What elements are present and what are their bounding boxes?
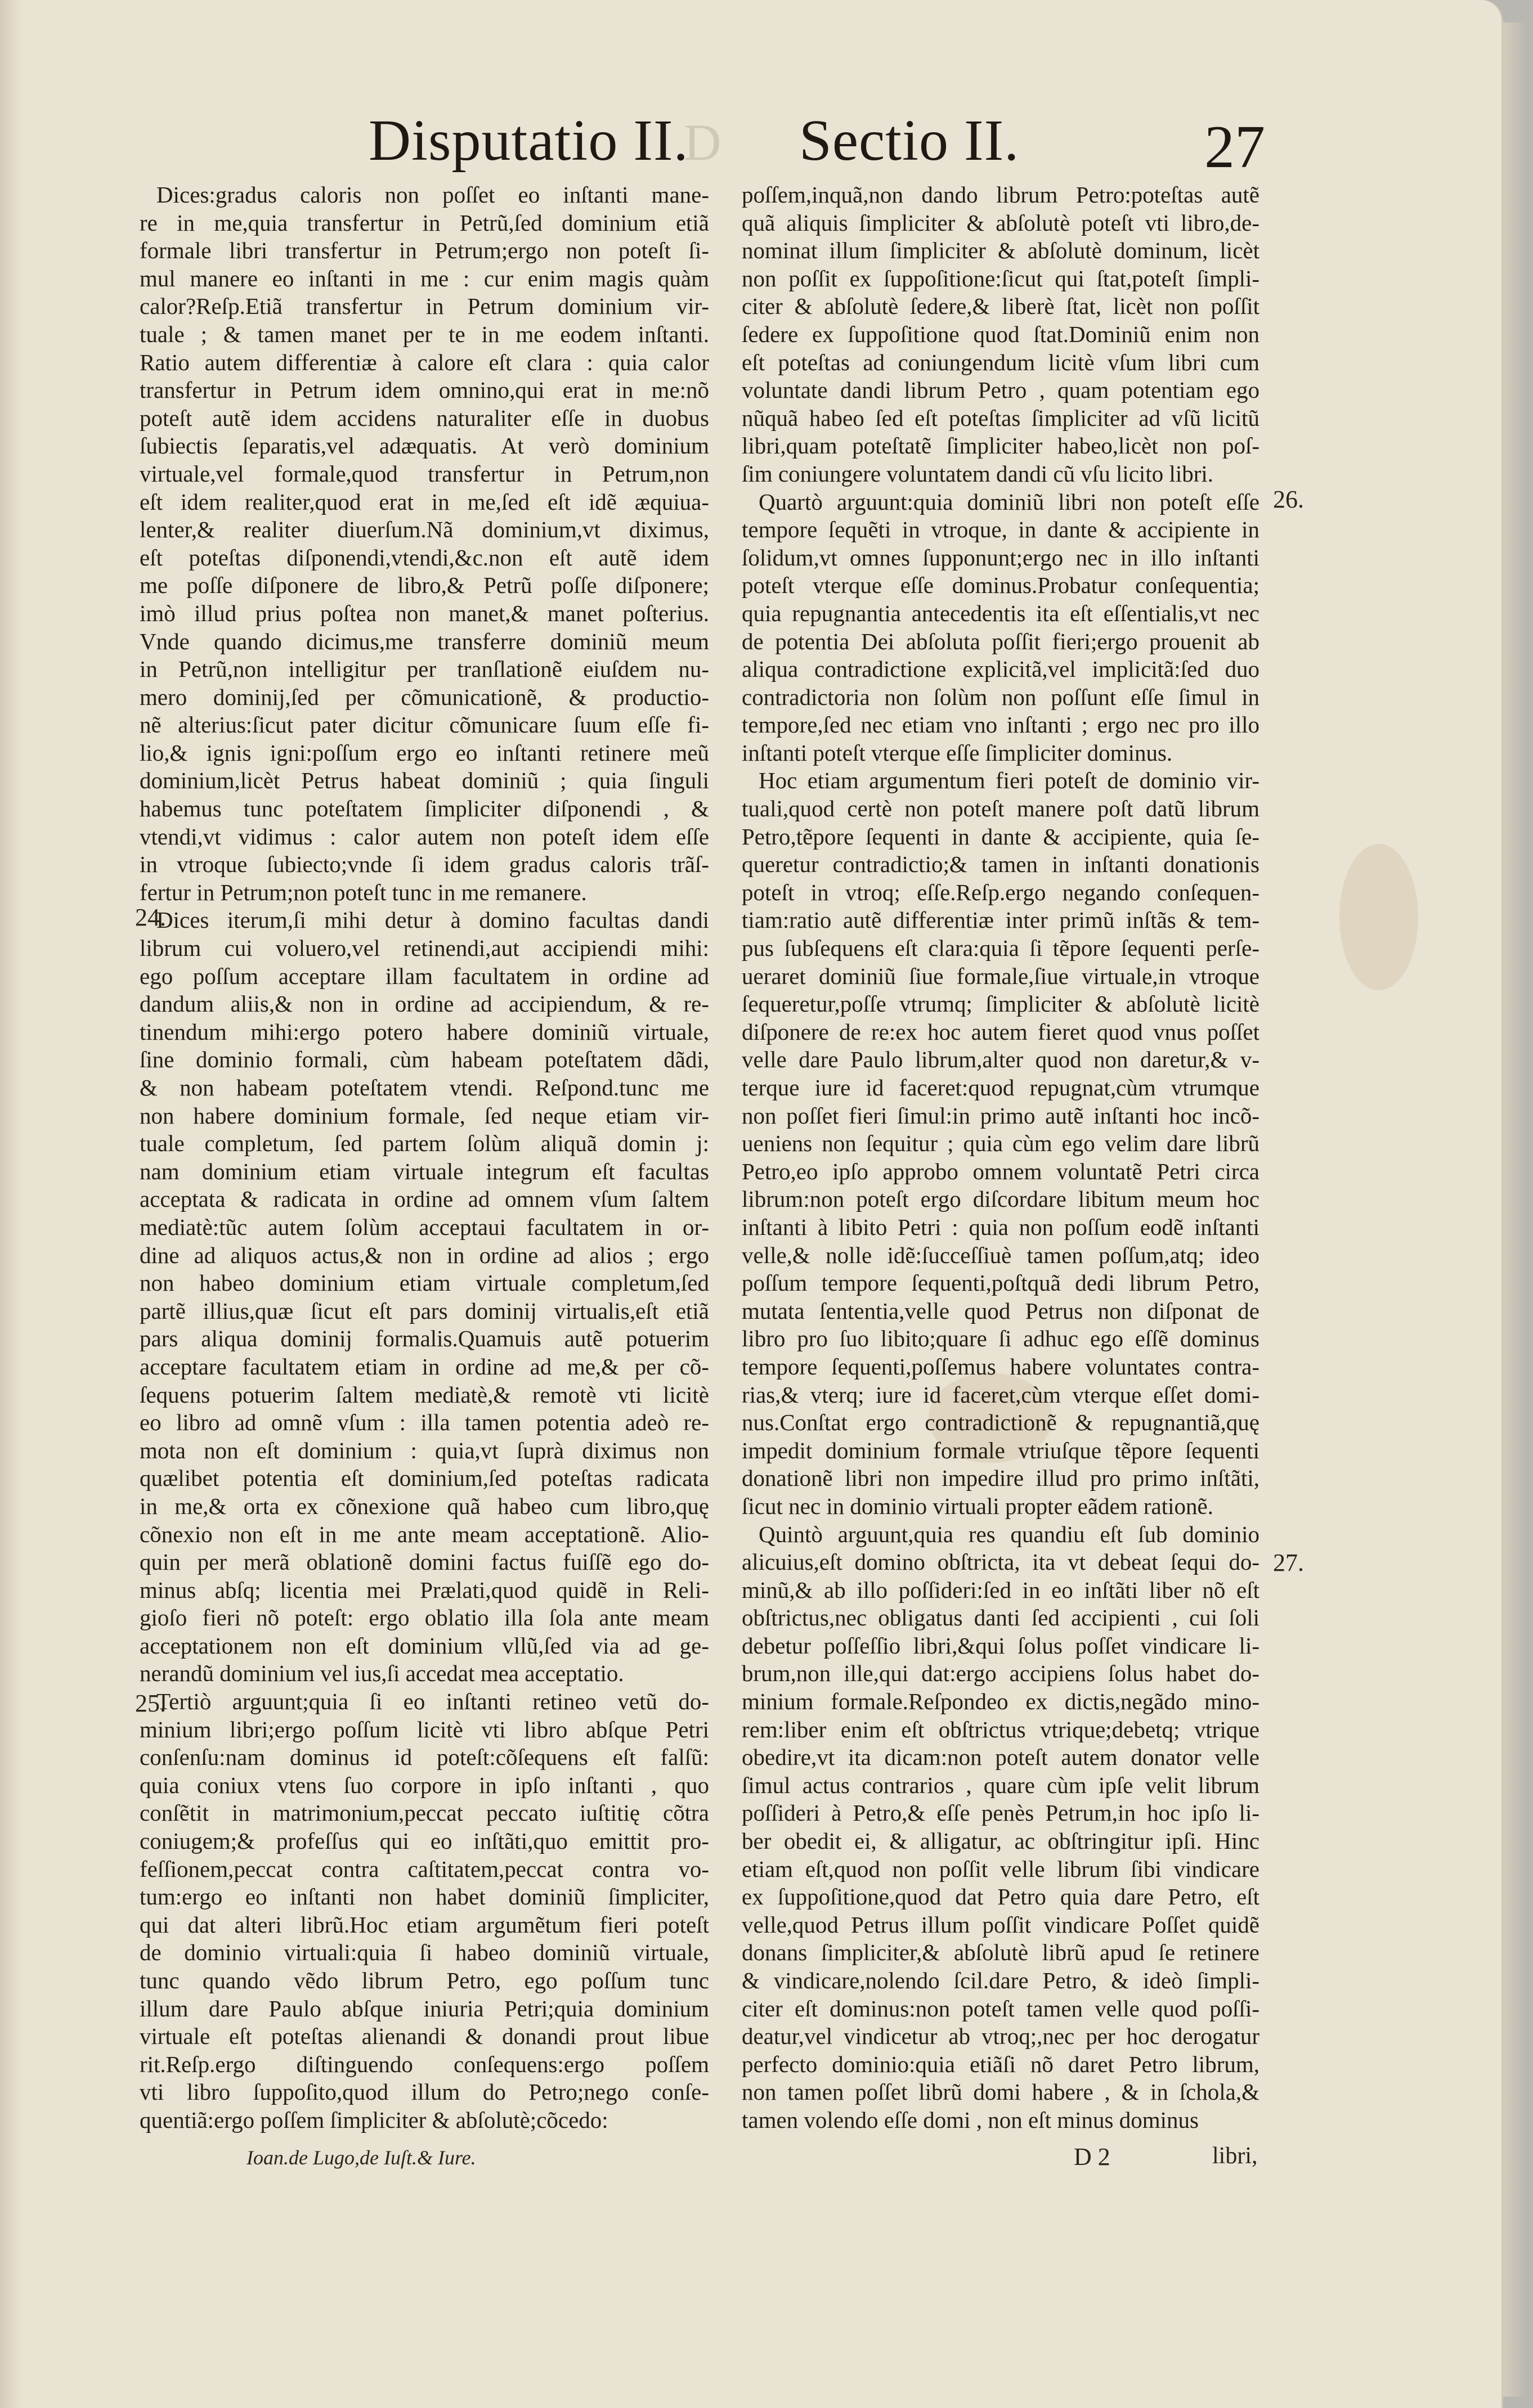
text-line: tinendum mihi:ergo potero habere dominiũ virtuale, [140, 1018, 709, 1045]
text-line: Vnde quando dicimus,me transferre dominiũ meum [140, 628, 709, 654]
text-line: partẽ illius,quæ ſicut eſt pars dominij virtualis,eſt etiã [140, 1297, 709, 1324]
text-line: & non habeam poteſtatem vtendi. Reſpond.tunc me [140, 1075, 709, 1100]
text-line: tuale ; & tamen manet per te in me eodem inſtanti. [140, 321, 709, 347]
text-line: eo libro ad omnẽ vſum : illa tamen potentia adeò re- [140, 1409, 709, 1436]
text-line: non poſſit ex ſuppoſitione:ſicut qui ſtat,poteſt ſimpli- [742, 265, 1259, 291]
text-line: ſedere ex ſuppoſitione quod ſtat.Dominiũ enim non [742, 321, 1259, 347]
text-line: vti libro ſuppoſito,quod illum do Petro;nego conſe- [140, 2079, 709, 2105]
text-line: queretur contradictio;& tamen in inſtanti donationis [742, 851, 1259, 878]
text-line: minũ,& ab illo poſſideri:ſed in eo inſtãti liber nõ eſt [742, 1576, 1259, 1603]
text-line: tamen volendo eſſe domi , non eſt minus dominus [742, 2106, 1199, 2133]
text-line: virtuale eſt poteſtas alienandi & donandi prout libue [140, 2023, 709, 2050]
text-line: rit.Reſp.ergo diſtinguendo conſequens:ergo poſſem [140, 2051, 709, 2077]
text-line: tempore ſequẽti in vtroque, in dante & accipiente in [742, 516, 1259, 543]
text-line: calor?Reſp.Etiã transfertur in Petrum dominium vir- [140, 293, 709, 320]
text-line: Petro,eo ipſo approbo omnem voluntatẽ Petri circa [742, 1158, 1259, 1184]
text-line: nerandũ dominium vel ius,ſi accedat mea acceptatio. [140, 1660, 624, 1687]
text-line: inſtanti à libito Petri : quia non poſſum eodẽ inſtanti [742, 1214, 1259, 1240]
text-line: coniugem;& profeſſus qui eo inſtãti,quo emittit pro- [140, 1828, 709, 1854]
text-line: rem:liber enim eſt obſtrictus vtrique;debetq; vtrique [742, 1716, 1259, 1742]
text-line: in me,& orta ex cõnexione quã habeo cum libro,quę [140, 1493, 709, 1519]
text-line: nominat illum ſimpliciter & abſolutè dominum, licèt [742, 237, 1259, 264]
text-line: librum cui voluero,vel retinendi,aut accipiendi mihi: [140, 935, 709, 962]
text-line: ſequeretur,poſſe vtrumq; ſimpliciter & abſolutè licitè [742, 991, 1259, 1017]
text-line: librum:non poteſt ergo diſcordare libitum meum hoc [742, 1186, 1259, 1212]
text-line: poſſideri à Petro,& eſſe penès Petrum,in hoc ipſo li- [742, 1800, 1259, 1826]
text-line: eſt idem realiter,quod erat in me,ſed eſt idẽ æquiua- [140, 488, 709, 515]
text-line: nam dominium etiam virtuale integrum eſt facultas [140, 1158, 709, 1184]
text-line: perfecto dominio:quia etiãſi nõ daret Petro librum, [742, 2051, 1259, 2077]
text-line: alicuius,eſt domino obſtricta, ita vt debeat ſequi do- [742, 1549, 1259, 1575]
text-line: pars aliqua dominij formalis.Quamuis autẽ potuerim [140, 1326, 709, 1352]
text-line: tiam:ratio autẽ differentiæ inter primũ inſtãs & tem- [742, 907, 1259, 933]
text-line: Quintò arguunt,quia res quandiu eſt ſub dominio [759, 1521, 1259, 1547]
text-line: debetur poſſeſſio libri,&qui ſolus poſſet vindicare li- [742, 1632, 1259, 1659]
text-line: libro pro ſuo libito;quare ſi adhuc ego eſſẽ dominus [742, 1326, 1259, 1352]
signature-mark: D 2 [1074, 2143, 1110, 2171]
text-line: poſſem,inquã,non dando librum Petro:poteſtas autẽ [742, 182, 1259, 208]
text-line: fertur in Petrum;non poteſt tunc in me remanere. [140, 879, 587, 905]
text-line: donationẽ libri non impedire illud pro primo inſtãti, [742, 1465, 1259, 1491]
text-line: libri,quam poteſtatẽ ſimpliciter habeo,licèt non poſ- [742, 433, 1259, 459]
text-line: aliqua contradictione explicitã,vel implicitã:ſed duo [742, 656, 1259, 682]
margin-number-25: 25. [135, 1690, 166, 1717]
text-line: velle,& nolle idẽ:ſucceſſiuè tamen poſſum,atq; ideo [742, 1242, 1259, 1268]
text-line: ſimul actus contrarios , quare cùm ipſe velit librum [742, 1772, 1259, 1798]
text-line: qui dat alteri librũ.Hoc etiam argumẽtum fieri poteſt [140, 1911, 709, 1938]
text-line: ber obedit ei, & alligatur, ac obſtringitur ipſi. Hinc [742, 1828, 1259, 1854]
text-line: ſicut nec in dominio virtuali propter eãdem rationẽ. [742, 1493, 1213, 1519]
text-line: acceptare facultatem etiam in ordine ad me,& per cõ- [140, 1353, 709, 1380]
text-line: minium libri;ergo poſſum licitè vti libro abſque Petri [140, 1716, 709, 1742]
text-line: rias,& vterq; iure id faceret,cùm vterque eſſet domi- [742, 1381, 1259, 1408]
text-line: contradictoria non ſolùm non poſſunt eſſe ſimul in [742, 684, 1259, 710]
text-line: obedire,vt ita dicam:non poteſt autem donator velle [742, 1744, 1259, 1771]
text-line: in Petrũ,non intelligitur per tranſlationẽ eiuſdem nu- [140, 656, 709, 682]
text-line: mota non eſt dominium : quia,vt ſuprà diximus non [140, 1437, 709, 1463]
gutter-shadow [0, 0, 23, 2408]
right-text-column [742, 181, 1259, 2135]
text-line: feſſionem,peccat contra caſtitatem,peccat contra vo- [140, 1856, 709, 1882]
text-line: lenter,& realiter diuerſum.Nã dominium,vt diximus, [140, 516, 709, 543]
text-line: terque iure id faceret:quod repugnat,cùm vtrumque [742, 1075, 1259, 1100]
text-line: minium formale.Reſpondeo ex dictis,negãdo mino- [742, 1688, 1259, 1715]
text-line: etiam eſt,quod non poſſit velle librum ſibi vindicare [742, 1856, 1259, 1882]
left-text-column [140, 181, 709, 2135]
text-line: conſenſu:nam dominus id poteſt:cõſequens eſt falſũ: [140, 1744, 709, 1771]
text-line: Petro,tẽpore ſequenti in dante & accipiente, quia ſe- [742, 823, 1259, 850]
text-line: acceptata & radicata in ordine ad omnem vſum ſaltem [140, 1186, 709, 1212]
text-line: ueniens non ſequitur ; quia cùm ego velim dare librũ [742, 1130, 1259, 1157]
text-line: conſẽtit in matrimonium,peccat peccato iuſtitię cõtra [140, 1800, 709, 1826]
text-line: mero dominij,ſed per cõmunicationẽ, & productio- [140, 684, 709, 710]
text-line: cõnexio non eſt in me ante meam acceptationẽ. Alio- [140, 1521, 709, 1547]
text-line: Quartò arguunt:quia dominiũ libri non poteſt eſſe [759, 488, 1259, 515]
page-number: 27 [1204, 114, 1265, 181]
text-line: eſt poteſtas diſponendi,vtendi,&c.non eſt autẽ idem [140, 544, 709, 570]
text-line: donans ſimpliciter,& abſolutè librũ apud ſe retinere [742, 1939, 1259, 1966]
text-line: tum:ergo eo inſtanti non habet dominiũ ſimpliciter, [140, 1884, 709, 1910]
text-line: poteſt autẽ idem accidens naturaliter eſſe in duobus [140, 405, 709, 431]
text-line: mediatè:tũc autem ſolùm acceptaui facultatem in or- [140, 1214, 709, 1240]
catchword: libri, [1212, 2143, 1258, 2169]
text-line: dandum aliis,& non in ordine ad accipiendum, & re- [140, 991, 709, 1017]
text-line: ſequens potuerim ſaltem mediatè,& remotè vti licitè [140, 1381, 709, 1408]
text-line: Dices:gradus caloris non poſſet eo inſtanti mane- [156, 182, 709, 208]
text-line: tempore ſequenti,poſſemus habere voluntates contra- [742, 1353, 1259, 1380]
text-line: diſponere de re:ex hoc autem fieret quod vnus poſſet [742, 1018, 1259, 1045]
text-line: velle,quod Petrus illum poſſit vindicare Poſſet quidẽ [742, 1911, 1259, 1938]
text-line: poteſt vterque eſſe dominus.Probatur conſequentia; [742, 572, 1259, 599]
text-line: vtendi,vt vidimus : calor autem non poteſt idem eſſe [140, 823, 709, 850]
paper-stain [1339, 844, 1418, 990]
text-line: quælibet potentia eſt dominium,ſed poteſtas radicata [140, 1465, 709, 1491]
running-head-left: Disputatio II. [369, 108, 689, 173]
text-line: Ratio autem differentiæ à calore eſt clara : quia calor [140, 349, 709, 375]
text-line: obſtrictus,nec obligatus danti ſed accipienti , cui ſoli [742, 1605, 1259, 1631]
text-line: ſim coniungere voluntatem dandi cũ vſu licito libri. [742, 460, 1214, 487]
text-line: habemus tunc poteſtatem ſimpliciter diſponendi , & [140, 796, 709, 822]
text-line: Dices iterum,ſi mihi detur à domino facultas dandi [156, 907, 709, 933]
text-line: eſt poteſtas ad coniungendum licitè vſum libri cum [742, 349, 1259, 375]
text-line: poſſum tempore ſequenti,poſtquã dedi librum Petro, [742, 1270, 1259, 1296]
text-line: lio,& ignis igni:poſſum ergo eo inſtanti retinere meũ [140, 739, 709, 766]
text-line: quia repugnantia antecedentis ita eſt eſſentialis,vt nec [742, 600, 1259, 626]
text-line: voluntate dandi librum Petro , quam potentiam ego [742, 377, 1259, 403]
text-line: dominium,licèt Petrus habeat dominiũ ; quia ſinguli [140, 767, 709, 794]
running-head-right: Sectio II. [799, 108, 1020, 173]
text-line: tempore,ſed nec etiam vno inſtanti ; ergo nec pro illo [742, 712, 1259, 738]
text-line: impedit dominium formale vtriuſque tẽpore ſequenti [742, 1437, 1259, 1463]
text-line: pus ſubſequens eſt clara:quia ſi tẽpore ſequenti perſe- [742, 935, 1259, 962]
text-line: ex ſuppoſitione,quod dat Petro quia dare Petro, eſt [742, 1884, 1259, 1910]
text-line: non habere dominium formale, ſed neque etiam vir- [140, 1102, 709, 1129]
text-line: Hoc etiam argumentum fieri poteſt de dominio vir- [759, 767, 1259, 794]
text-line: nus.Conſtat ergo contradictionẽ & repugnantiã,quę [742, 1409, 1259, 1436]
text-line: mutata ſententia,velle quod Petrus non diſponat de [742, 1297, 1259, 1324]
text-line: re in me,quia transfertur in Petrũ,ſed dominium etiã [140, 209, 709, 236]
text-line: tuali,quod certè non poteſt manere poſt datũ librum [742, 796, 1259, 822]
text-line: velle dare Paulo librum,alter quod non daretur,& v- [742, 1046, 1259, 1073]
text-line: ſubiectis ſeparatis,vel adæquatis. At verò dominium [140, 433, 709, 459]
margin-number-27: 27. [1273, 1549, 1304, 1576]
text-line: acceptationem non eſt dominium vllũ,ſed via ad ge- [140, 1632, 709, 1659]
text-line: quentiã:ergo poſſem ſimpliciter & abſolutè;cõcedo: [140, 2106, 608, 2133]
text-line: ueraret dominiũ ſiue formale,ſiue virtuale,in vtroque [742, 963, 1259, 989]
running-author: Ioan.de Lugo,de Iuſt.& Iure. [246, 2146, 476, 2169]
text-line: nũquã habeo ſed eſt poteſtas ſimpliciter ad vſũ licitũ [742, 405, 1259, 431]
text-line: & vindicare,nolendo ſcil.dare Petro, & ideò ſimpli- [742, 1967, 1259, 1993]
text-line: de dominio virtuali:quia ſi habeo dominiũ virtuale, [140, 1939, 709, 1966]
text-line: gioſo fieri nõ poteſt: ergo oblatio illa ſola ante meam [140, 1605, 709, 1631]
text-line: poteſt in vtroq; eſſe.Reſp.ergo negando conſequen- [742, 879, 1259, 905]
text-line: brum,non ille,qui dat:ergo accipiens ſolus habet do- [742, 1660, 1259, 1687]
text-line: ſolidum,vt omnes ſupponunt;ergo nec in illo inſtanti [742, 544, 1259, 570]
text-line: virtuale,vel formale,quod transfertur in Petrum,non [140, 460, 709, 487]
text-line: de potentia Dei abſoluta poſſit fieri;ergo prouenit ab [742, 628, 1259, 654]
text-line: transfertur in Petrum idem omnino,qui erat in me:nõ [140, 377, 709, 403]
bleed-through-letter: D [684, 114, 722, 171]
text-line: ſine dominio formali, cùm habeam poteſtatem dãdi, [140, 1046, 709, 1073]
text-line: imò illud prius poſtea non manet,& manet poſterius. [140, 600, 709, 626]
text-line: citer & abſolutè ſedere,& liberè ſtat, licèt non poſſit [742, 293, 1259, 320]
margin-number-26: 26. [1273, 486, 1304, 513]
next-page-edge [1503, 23, 1526, 2397]
text-line: Tertiò arguunt;quia ſi eo inſtanti retineo vetũ do- [156, 1688, 709, 1715]
text-line: quã aliquis ſimpliciter & abſolutè poteſt vti libro,de- [742, 209, 1259, 236]
text-line: tuale completum, ſed partem ſolùm aliquã domin j: [140, 1130, 709, 1157]
text-line: citer eſt dominus:non poteſt tamen velle quod poſſi- [742, 1995, 1259, 2021]
text-line: formale libri transfertur in Petrum;ergo non poteſt ſi- [140, 237, 709, 264]
text-line: ego poſſum acceptare illam facultatem in ordine ad [140, 963, 709, 989]
text-line: non poſſet fieri ſimul:in primo autẽ inſtanti hoc incõ- [742, 1102, 1259, 1129]
text-line: quia coniux vtens ſuo corpore in ipſo inſtanti , quo [140, 1772, 709, 1798]
text-line: illum dare Paulo abſque iniuria Petri;quia dominium [140, 1995, 709, 2021]
text-line: tunc quando vẽdo librum Petro, ego poſſum tunc [140, 1967, 709, 1993]
text-line: in vtroque ſubiecto;vnde ſi idem gradus caloris trãſ- [140, 851, 709, 878]
text-line: nẽ alterius:ſicut pater dicitur cõmunicare ſuum eſſe fi- [140, 712, 709, 738]
text-line: dine ad aliquos actus,& non in ordine ad alios ; ergo [140, 1242, 709, 1268]
margin-number-24: 24. [135, 904, 166, 931]
text-line: non habeo dominium etiam virtuale completum,ſed [140, 1270, 709, 1296]
text-line: me poſſe diſponere de libro,& Petrũ poſſe diſponere; [140, 572, 709, 599]
text-line: quin per merã oblationẽ domini factus fuiſſẽ ego do- [140, 1549, 709, 1575]
text-line: mul manere eo inſtanti in me : cur enim magis quàm [140, 265, 709, 291]
text-line: deatur,vel vindicetur ab vtroq;,nec per hoc derogatur [742, 2023, 1259, 2050]
text-line: non tamen poſſet librũ domi habere , & in ſchola,& [742, 2079, 1259, 2105]
text-line: inſtanti poteſt vterque eſſe ſimpliciter dominus. [742, 739, 1173, 766]
text-line: minus abſq; licentia mei Prælati,quod quidẽ in Reli- [140, 1576, 709, 1603]
